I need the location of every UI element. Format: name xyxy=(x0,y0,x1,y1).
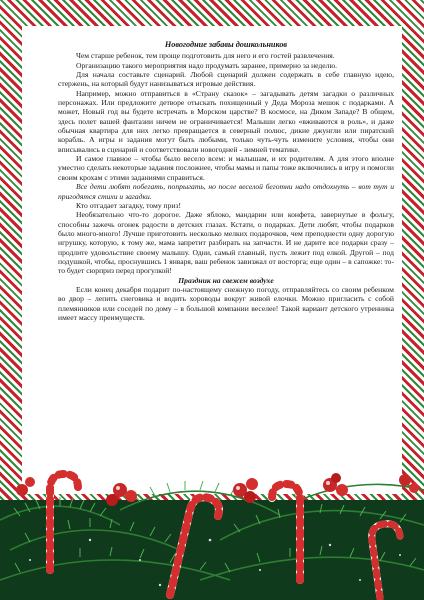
paragraph: Организацию такого мероприятия надо продумать заранее, примерно за неделю. xyxy=(76,60,338,70)
paragraph: Чем старше ребенок, тем проще подготовить для него и его гостей развлечения. xyxy=(76,51,335,61)
paragraph: Необязательно что-то дорогое. Даже яблоко, мандарин или конфета, завернутые в фольгу, способны зажечь огонек радости в детских глазах. Кстати, о подарках. Дети любят, чтобы подарков было много-много! Лучше приготовить несколько мелких подарочков, чем преподнести одну дорогую игрушку, которую, к тому же, мама запретит разбирать на запчасти. И не дарите все подарки сразу – продлите удовольствие своему малышу. Одни, самый главный, пусть лежит под елкой. Другой – под подушкой, чтобы, проснувшись 1 января, ваш ребенок завизжал от восторга; еще один – в сапожке: то-то будет сюрприз перед прогулкой! xyxy=(58,210,394,276)
red-berries-icon xyxy=(233,478,258,503)
paragraph: Если конец декабря подарит по-настоящему снежную погоду, отправляйтесь со своим ребенком во двор – лепить снеговика и водить хороводы вокруг живой елочки. Можно пригласить с собой племянников или соседей по дому – в большой компании веселее! Такой вариант детского утренника имеет массу преимуществ. xyxy=(58,284,394,322)
section-subtitle: Праздник на свежем воздухе xyxy=(178,275,274,285)
article xyxy=(58,40,394,322)
article-title: Новогодние забавы дошкольников xyxy=(164,40,288,49)
red-berries-icon xyxy=(399,474,419,493)
red-berries-icon xyxy=(16,477,35,496)
paragraph: Например, можно отправиться в «Страну сказок» – загадывать детям загадки о различных персонажах. Или предложите детворе отыскать похищенный у Деда Мороза мешок с подарками. А может, Новый год вы будете встречать в Морском царстве? В космосе, на Диком Западе? В общем, здесь полет вашей фантазии ничем не ограничивается! Малыши легко «вживаются в роль», и даже обычная квартира для них легко превращается в северный полюс, дикие джунгли или пиратский корабль. А игры и задания могут быть любыми, только чуть-чуть измените условия, чтобы они вписывались в сценарий и соответствовали новогодней - зимней тематике. xyxy=(58,88,394,154)
paragraph: Для начала составьте сценарий. Любой сценарий должен содержать в себе главную идею, стержень, на который будут нанизываться игровые действия. xyxy=(58,70,394,89)
red-berries-icon xyxy=(323,473,348,496)
italic-note: Все дети любят побегать, попрыгать, но после веселой беготни надо отдохнуть – вот тут и пригодятся стихи и загадки. xyxy=(58,182,394,201)
christmas-decoration xyxy=(0,430,424,600)
paragraph: И самое главное – чтобы было весело всем: и малышам, и их родителям. А для этого вполне уместно сделать некоторые задания посложнее, чтобы мамы и папы тоже включились в игру и помогли своим крохам с этими заданиями справиться. xyxy=(58,154,394,182)
paragraph: Кто отгадает загадку, тому приз! xyxy=(76,200,181,210)
